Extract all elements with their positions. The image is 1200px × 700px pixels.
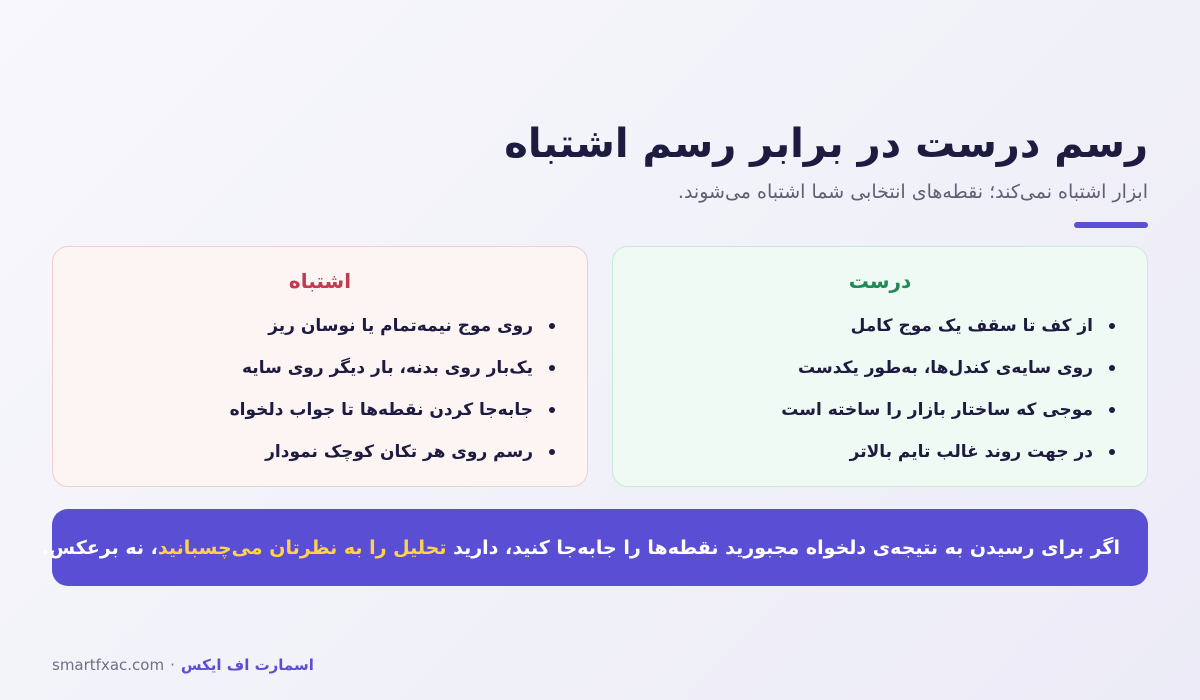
page-title: رسم درست در برابر رسم اشتباه — [504, 121, 1148, 167]
wrong-list — [83, 305, 557, 473]
wrong-card-title: اشتباه — [288, 269, 352, 293]
correct-card — [612, 246, 1148, 487]
wrong-card — [52, 246, 588, 487]
correct-list — [643, 305, 1117, 473]
list-item-text: از کف تا سقف یک موج کامل — [850, 316, 1093, 336]
banner-text — [42, 537, 1120, 559]
list-item-text: رسم روی هر تکان کوچک نمودار — [265, 442, 533, 462]
footer-brand: اسمارت اف ایکس — [180, 656, 314, 674]
takeaway-banner — [41, 509, 1148, 586]
list-item-text: جابه‌جا کردن نقطه‌ها تا جواب دلخواه — [229, 400, 533, 420]
bullet-icon — [1109, 365, 1115, 371]
bullet-icon — [1109, 323, 1115, 329]
list-item — [83, 431, 557, 473]
list-item — [83, 389, 557, 431]
banner-highlight: تحلیل را به نظرتان می‌چسبانید — [157, 536, 447, 559]
page-subtitle: ابزار اشتباه نمی‌کند؛ نقطه‌های انتخابی شما اشتباه می‌شوند. — [677, 181, 1148, 203]
bullet-icon — [1109, 407, 1115, 413]
bullet-icon — [549, 323, 555, 329]
correct-card-title: درست — [848, 269, 912, 293]
list-item — [643, 305, 1117, 347]
banner-text-after: ، نه برعکس. — [41, 536, 158, 559]
banner-text-before: اگر برای رسیدن به نتیجه‌ی دلخواه مجبورید نقطه‌ها را جابه‌جا کنید، دارید — [446, 536, 1120, 559]
footer-separator: · — [170, 656, 175, 674]
header — [52, 118, 1148, 228]
list-item-text: یک‌بار روی بدنه، بار دیگر روی سایه — [242, 358, 533, 378]
footer — [52, 656, 314, 674]
bullet-icon — [549, 365, 555, 371]
list-item — [83, 347, 557, 389]
list-item — [643, 389, 1117, 431]
bullet-icon — [549, 449, 555, 455]
list-item-text: روی موج نیمه‌تمام یا نوسان ریز — [268, 316, 533, 336]
list-item-text: روی سایه‌ی کندل‌ها، به‌طور یکدست — [798, 358, 1093, 378]
bullet-icon — [1109, 449, 1115, 455]
bullet-icon — [549, 407, 555, 413]
list-item — [83, 305, 557, 347]
list-item — [643, 347, 1117, 389]
title-accent-bar — [1074, 222, 1148, 228]
list-item-text: در جهت روند غالب تایم بالاتر — [849, 442, 1093, 462]
footer-site: smartfxac.com — [52, 656, 165, 674]
list-item-text: موجی که ساختار بازار را ساخته است — [781, 400, 1093, 420]
list-item — [643, 431, 1117, 473]
